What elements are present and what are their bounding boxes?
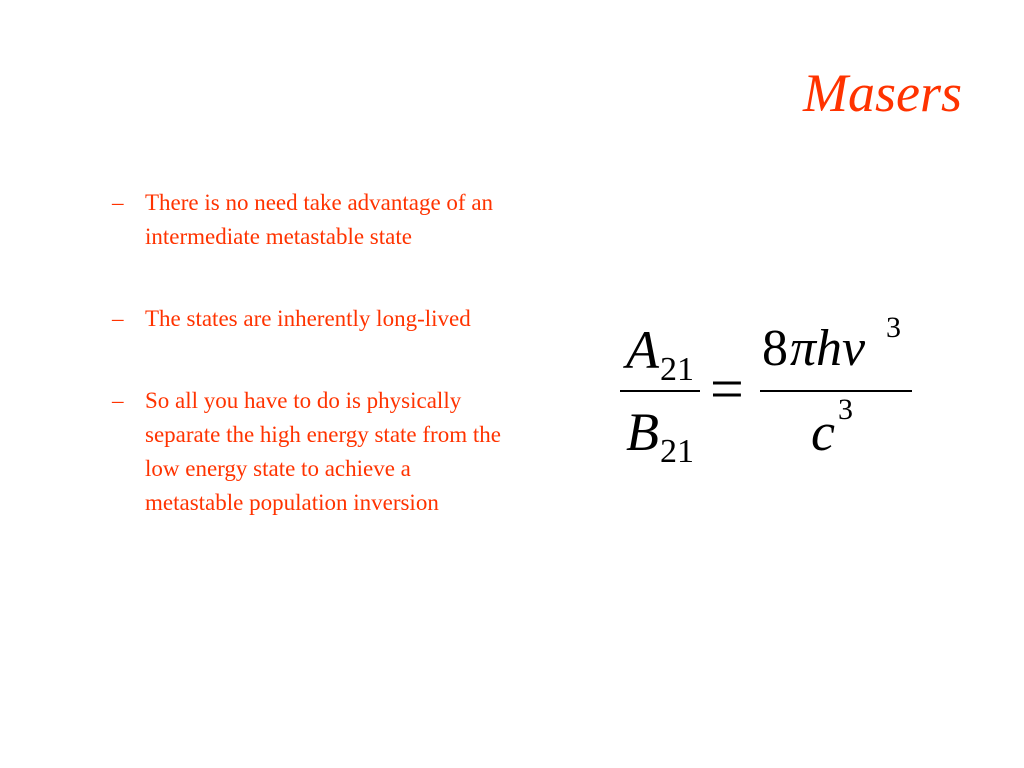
rhs-numerator-symbols: πhν xyxy=(790,320,866,377)
bullet-text: The states are inherently long-lived xyxy=(145,306,471,331)
slide-title: Masers xyxy=(803,63,962,123)
bullet-item xyxy=(112,186,512,254)
rhs-numerator-coefficient: 8 xyxy=(762,320,788,377)
bullet-dash: – xyxy=(112,190,124,215)
bullet-item xyxy=(112,302,512,336)
equals-sign: = xyxy=(710,356,744,422)
einstein-coefficient-equation xyxy=(618,313,918,483)
rhs-denominator-exponent: 3 xyxy=(838,393,853,426)
bullet-list xyxy=(112,186,512,568)
rhs-numerator-exponent: 3 xyxy=(886,311,901,344)
lhs-denominator-subscript: 21 xyxy=(660,433,694,470)
lhs-fraction-bar xyxy=(620,390,700,392)
bullet-text: So all you have to do is physically separate the high energy state from the low energy state to achieve a metastable population inversion xyxy=(145,388,501,515)
bullet-item xyxy=(112,384,512,520)
bullet-dash: – xyxy=(112,306,124,331)
rhs-fraction-bar xyxy=(760,390,912,392)
lhs-denominator-symbol: B xyxy=(626,402,659,462)
bullet-dash: – xyxy=(112,388,124,413)
lhs-numerator-subscript: 21 xyxy=(660,351,694,388)
rhs-denominator-symbol: c xyxy=(811,402,835,462)
lhs-numerator-symbol: A xyxy=(626,320,659,380)
bullet-text: There is no need take advantage of an intermediate metastable state xyxy=(145,190,494,249)
